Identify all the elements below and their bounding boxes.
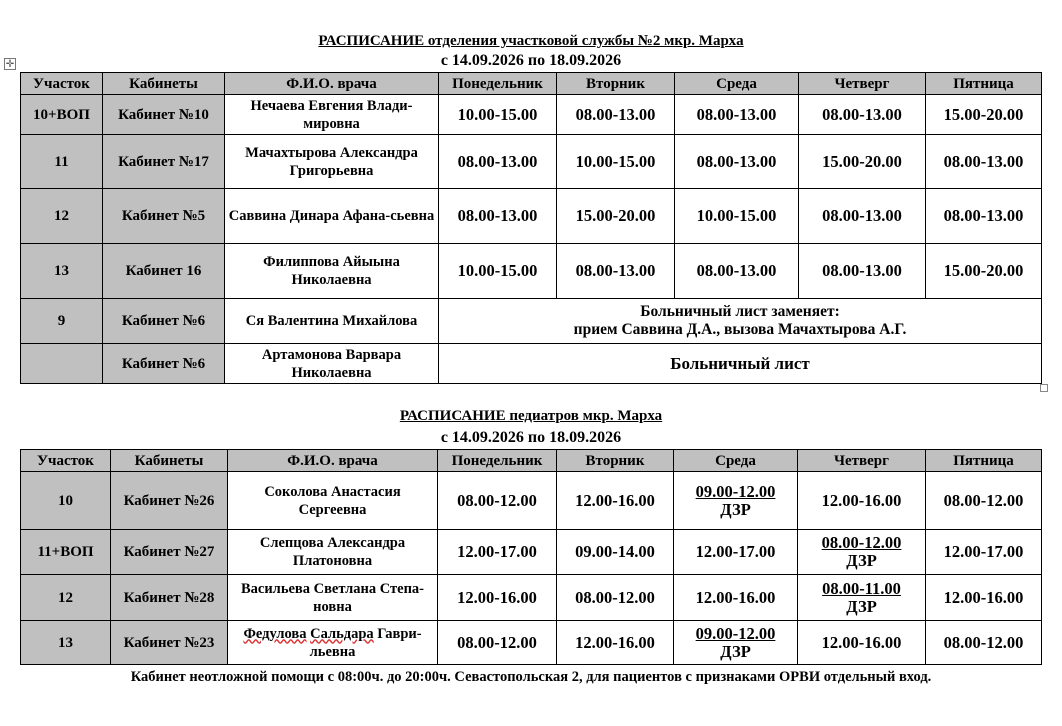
time-cell: 15.00-20.00 (557, 189, 675, 244)
header-friday: Пятница (926, 450, 1042, 472)
room-cell: Кабинет №5 (103, 189, 225, 244)
area-cell (21, 344, 103, 384)
doctor-cell: Ся Валентина Михайлова (225, 299, 439, 344)
time-cell: 12.00-17.00 (926, 530, 1042, 575)
doctor-cell: Васильева Светлана Степа-новна (228, 575, 438, 621)
area-cell: 11 (21, 135, 103, 189)
doctor-surname: Федулова (243, 625, 307, 642)
time-cell: 08.00-12.00 (926, 472, 1042, 530)
doctor-cell: Нечаева Евгения Влади-мировна (225, 95, 439, 135)
doctor-patronymic: Гаври-льевна (309, 625, 422, 660)
time-cell-with-note (674, 621, 798, 665)
schedule1-table (20, 72, 1042, 384)
dzr-label: ДЗР (846, 596, 877, 616)
table-row (21, 530, 1042, 575)
doctor-cell: Филиппова Айыына Николаевна (225, 244, 439, 299)
doctor-cell: Слепцова Александра Платоновна (228, 530, 438, 575)
time-cell: 08.00-13.00 (557, 244, 675, 299)
header-monday: Понедельник (438, 450, 557, 472)
area-cell: 13 (21, 621, 111, 665)
room-cell: Кабинет №26 (111, 472, 228, 530)
time-cell: 08.00-12.00 (557, 575, 674, 621)
time-cell: 08.00-13.00 (557, 95, 675, 135)
header-wednesday: Среда (674, 450, 798, 472)
time-cell: 08.00-13.00 (675, 95, 799, 135)
time-cell: 08.00-13.00 (439, 135, 557, 189)
sick-leave-replacement-note (439, 299, 1042, 344)
emergency-room-note: Кабинет неотложной помощи с 08:00ч. до 20:00ч. Севастопольская 2, для пациентов с признаками ОРВИ отдельный вход. (130, 669, 932, 685)
time-cell: 08.00-13.00 (926, 135, 1042, 189)
time-cell: 08.00-12.00 (926, 621, 1042, 665)
doctor-cell (228, 621, 438, 665)
header-rooms: Кабинеты (111, 450, 228, 472)
header-thursday: Четверг (799, 73, 926, 95)
time-cell: 12.00-16.00 (557, 472, 674, 530)
table-resize-handle[interactable] (1040, 384, 1048, 392)
table-row (21, 472, 1042, 530)
time-value: 09.00-12.00 (695, 481, 776, 501)
header-area: Участок (21, 73, 103, 95)
time-cell: 12.00-17.00 (438, 530, 557, 575)
area-cell: 10 (21, 472, 111, 530)
schedule2-table (20, 449, 1042, 665)
doctor-cell: Саввина Динара Афана-сьевна (225, 189, 439, 244)
time-value: 08.00-11.00 (822, 578, 901, 598)
header-tuesday: Вторник (557, 450, 674, 472)
time-cell: 08.00-12.00 (438, 472, 557, 530)
doctor-cell: Соколова Анастасия Сергеевна (228, 472, 438, 530)
time-cell: 10.00-15.00 (675, 189, 799, 244)
time-cell: 12.00-16.00 (438, 575, 557, 621)
time-cell-with-note (674, 472, 798, 530)
time-cell: 08.00-13.00 (799, 244, 926, 299)
area-cell: 12 (21, 575, 111, 621)
doctor-cell: Артамонова Варвара Николаевна (225, 344, 439, 384)
time-cell: 08.00-13.00 (799, 95, 926, 135)
table-row (21, 135, 1042, 189)
area-cell: 12 (21, 189, 103, 244)
table-row (21, 189, 1042, 244)
room-cell: Кабинет №6 (103, 344, 225, 384)
room-cell: Кабинет 16 (103, 244, 225, 299)
time-cell: 09.00-14.00 (557, 530, 674, 575)
table-header-row (21, 73, 1042, 95)
room-cell: Кабинет №17 (103, 135, 225, 189)
time-cell: 12.00-16.00 (557, 621, 674, 665)
time-cell: 12.00-16.00 (798, 621, 926, 665)
time-cell: 10.00-15.00 (439, 244, 557, 299)
area-cell: 10+ВОП (21, 95, 103, 135)
note-line: Больничный лист заменяет: (640, 303, 840, 320)
time-cell: 12.00-16.00 (798, 472, 926, 530)
header-rooms: Кабинеты (103, 73, 225, 95)
header-doctor: Ф.И.О. врача (225, 73, 439, 95)
note-line: прием Саввина Д.А., вызова Мачахтырова А.Г. (573, 321, 907, 338)
dzr-label: ДЗР (720, 641, 751, 661)
schedule2-period: с 14.09.2026 по 18.09.2026 (440, 429, 622, 446)
room-cell: Кабинет №27 (111, 530, 228, 575)
table-row (21, 95, 1042, 135)
header-area: Участок (21, 450, 111, 472)
area-cell: 13 (21, 244, 103, 299)
time-cell: 15.00-20.00 (926, 244, 1042, 299)
time-cell: 15.00-20.00 (799, 135, 926, 189)
schedule2-title: РАСПИСАНИЕ педиатров мкр. Марха (399, 408, 663, 424)
table-row (21, 299, 1042, 344)
time-value: 09.00-12.00 (695, 623, 776, 643)
room-cell: Кабинет №10 (103, 95, 225, 135)
area-cell: 11+ВОП (21, 530, 111, 575)
time-cell: 08.00-13.00 (675, 135, 799, 189)
doctor-cell: Мачахтырова Александра Григорьевна (225, 135, 439, 189)
time-cell: 12.00-16.00 (674, 575, 798, 621)
time-cell: 10.00-15.00 (439, 95, 557, 135)
header-friday: Пятница (926, 73, 1042, 95)
table-row (21, 244, 1042, 299)
table-row (21, 621, 1042, 665)
time-cell: 10.00-15.00 (557, 135, 675, 189)
table-row (21, 344, 1042, 384)
time-cell-with-note (798, 530, 926, 575)
table-header-row (21, 450, 1042, 472)
header-thursday: Четверг (798, 450, 926, 472)
header-wednesday: Среда (675, 73, 799, 95)
sick-leave-note: Больничный лист (439, 344, 1042, 384)
time-cell: 08.00-13.00 (675, 244, 799, 299)
time-cell: 12.00-16.00 (926, 575, 1042, 621)
schedule1-title: РАСПИСАНИЕ отделения участковой службы №2 мкр. Марха (318, 33, 744, 49)
time-cell: 08.00-13.00 (439, 189, 557, 244)
time-cell: 15.00-20.00 (926, 95, 1042, 135)
time-cell: 12.00-17.00 (674, 530, 798, 575)
schedule1-period: с 14.09.2026 по 18.09.2026 (440, 52, 622, 69)
doctor-first-name: Сальдара (310, 625, 374, 642)
dzr-label: ДЗР (846, 551, 877, 570)
header-monday: Понедельник (439, 73, 557, 95)
header-tuesday: Вторник (557, 73, 675, 95)
time-cell: 08.00-12.00 (438, 621, 557, 665)
room-cell: Кабинет №6 (103, 299, 225, 344)
table-move-handle-icon[interactable]: ✛ (5, 59, 15, 70)
dzr-label: ДЗР (720, 499, 751, 519)
time-cell-with-note (798, 575, 926, 621)
table-row (21, 575, 1042, 621)
room-cell: Кабинет №23 (111, 621, 228, 665)
time-cell: 08.00-13.00 (926, 189, 1042, 244)
room-cell: Кабинет №28 (111, 575, 228, 621)
header-doctor: Ф.И.О. врача (228, 450, 438, 472)
time-cell: 08.00-13.00 (799, 189, 926, 244)
area-cell: 9 (21, 299, 103, 344)
time-value: 08.00-12.00 (821, 533, 902, 552)
